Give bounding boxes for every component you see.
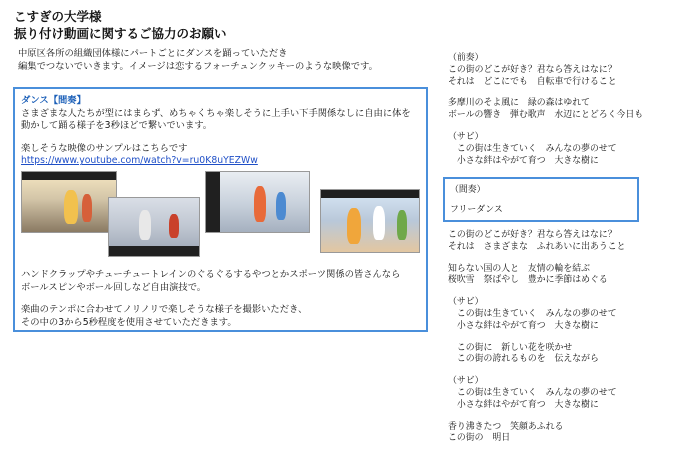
intro-line-2: 編集でつないでいきます。イメージは恋するフォーチュンクッキーのような映像です。 — [18, 61, 378, 72]
instruction-line-3: 楽曲のテンポに合わせてノリノリで楽しそうな様子を撮影いただき、 — [21, 304, 308, 316]
lyric-line: この街のどこが好き？君なら答えはなに？ — [448, 64, 617, 75]
dance-line-1: さまざまな人たちが型にはまらず、めちゃくちゃ楽しそうに上手い下手関係なしに自由に体を — [21, 107, 411, 119]
video-thumbnail-1 — [21, 171, 117, 233]
lyric-line: 小さな絆はやがて育つ 大きな樹に — [448, 320, 599, 331]
dance-instructions — [21, 269, 420, 329]
lyrics-block-chorus2 — [448, 297, 673, 332]
lyric-line: （サビ） — [448, 131, 484, 142]
lyrics-block-outro — [448, 422, 673, 446]
lyrics-block-intro — [448, 53, 673, 88]
lyrics-block-chorus3 — [448, 376, 673, 411]
lyric-line: それは さまざまな ふれあいに出あうこと — [448, 241, 626, 252]
lyric-line: （サビ） — [448, 376, 484, 387]
video-thumbnail-4 — [320, 189, 420, 253]
interlude-label: （間奏） — [450, 185, 486, 195]
instruction-line-2: ボールスピンやボール回しなど自由演技で。 — [21, 281, 207, 293]
instruction-line-1: ハンドクラップやチューチュートレインのぐるぐるするやつとかスポーツ関係の皆さんなら — [21, 269, 401, 280]
lyric-line: この街は生きていく みんなの夢のせて — [448, 387, 617, 398]
lyrics-column-lower — [448, 230, 673, 445]
interlude-box — [443, 177, 639, 222]
dance-section-box — [13, 87, 428, 332]
video-thumbnail-3 — [205, 171, 310, 233]
dance-text-block — [21, 95, 420, 168]
lyric-line: 香り沸きたつ 笑顔あふれる — [448, 421, 564, 432]
lyric-line: （サビ） — [448, 297, 484, 308]
lyric-line: この街に 新しい花を咲かせ — [448, 342, 573, 353]
lyric-line: ボールの響き 弾む歌声 水辺にとどろく今日も — [448, 110, 644, 121]
lyrics-block-verse2 — [448, 230, 673, 254]
lyric-line: 小さな絆はやがて育つ 大きな樹に — [448, 155, 599, 166]
intro-text — [18, 47, 378, 73]
instruction-line-4: その中の3から5秒程度を使用させていただきます。 — [21, 316, 237, 328]
lyric-line: （前奏） — [448, 53, 484, 63]
lyric-line: この街の 明日 — [448, 433, 511, 444]
lyrics-block-verse1 — [448, 98, 673, 122]
lyric-line: 桜吹雪 祭ばやし 豊かに季節はめぐる — [448, 275, 608, 286]
lyric-line: この街は生きていく みんなの夢のせて — [448, 143, 617, 154]
lyrics-block-verse3 — [448, 264, 673, 288]
lyric-line: この街は生きていく みんなの夢のせて — [448, 308, 617, 319]
lyrics-block-chorus1 — [448, 132, 673, 167]
sample-label: 楽しそうな映像のサンプルはこちらです — [21, 142, 188, 154]
page-title — [14, 8, 227, 42]
title-line-2: 振り付け動画に関するご協力のお願い — [14, 26, 227, 41]
title-line-1: こすぎの大学様 — [14, 9, 102, 24]
intro-line-1: 中原区各所の組織団体様にパートごとにダンスを踊っていただき — [18, 48, 288, 59]
video-thumbnail-2 — [108, 197, 200, 257]
lyric-line: それは どこにでも 自転車で行けること — [448, 76, 617, 87]
lyric-line: 知らない国の人と 友情の輪を結ぶ — [448, 263, 590, 274]
lyric-line: この街のどこが好き？君なら答えはなに？ — [448, 230, 617, 240]
lyric-line: 多摩川のそよ風に 緑の森はゆれて — [448, 98, 590, 109]
dance-heading: ダンス【間奏】 — [21, 95, 86, 106]
dance-line-2: 動かして踊る様子を3秒ほどで繋いでいます。 — [21, 120, 213, 132]
lyrics-block-bridge — [448, 343, 673, 367]
sample-video-link[interactable]: https://www.youtube.com/watch?v=ru0K8uYEZWw — [21, 155, 258, 167]
interlude-content: フリーダンス — [450, 205, 503, 215]
lyric-line: 小さな絆はやがて育つ 大きな樹に — [448, 399, 599, 410]
lyrics-column — [448, 53, 673, 167]
lyric-line: この街の誇れるものを 伝えながら — [448, 354, 599, 365]
